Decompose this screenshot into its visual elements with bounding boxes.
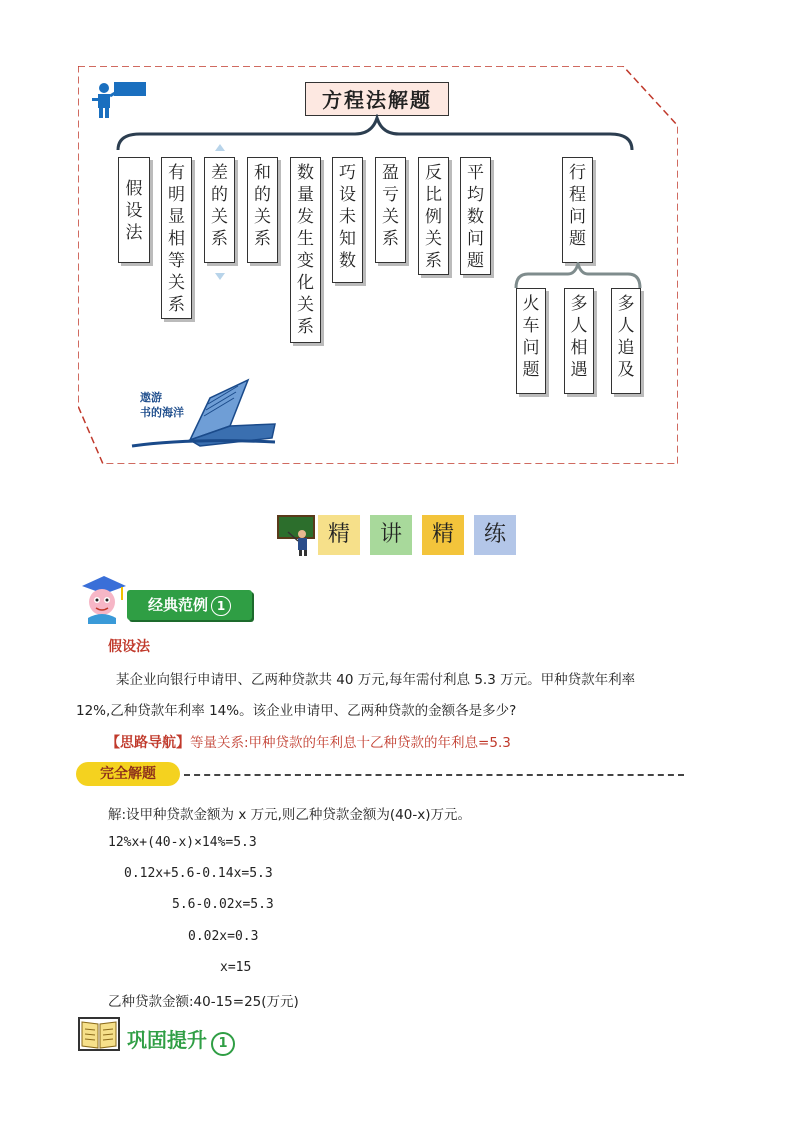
sub-branch-box: 多 人 追 及 — [611, 288, 641, 394]
solution-line: 解:设甲种贷款金额为 x 万元,则乙种贷款金额为(40-x)万元。 — [108, 807, 471, 823]
branch-box: 行 程 问 题 — [562, 157, 593, 263]
section-tile-4: 练 — [474, 515, 516, 555]
branch-box: 有 明 显 相 等 关 系 — [161, 157, 192, 319]
sub-branch-box: 火 车 问 题 — [516, 288, 546, 394]
example-badge-text: 经典范例 — [147, 596, 208, 614]
sub-branch-box: 多 人 相 遇 — [564, 288, 594, 394]
consolidate-number: 1 — [211, 1032, 235, 1056]
solution-line: 12%x+(40-x)×14%=5.3 — [108, 835, 257, 850]
solution-badge: 完全解题 — [76, 762, 180, 786]
example-badge — [127, 590, 252, 620]
branch-box: 平 均 数 问 题 — [460, 157, 491, 275]
section-tile-2: 讲 — [370, 515, 412, 555]
down-arrow-icon — [214, 272, 226, 282]
branch-box: 盈 亏 关 系 — [375, 157, 406, 263]
book-text-line2: 书的海洋 — [140, 406, 184, 419]
mindmap-title: 方程法解题 — [305, 82, 449, 116]
solution-line: x=15 — [220, 960, 252, 975]
method-title: 假设法 — [108, 639, 150, 655]
consolidate-title — [127, 1024, 235, 1056]
section-tile-1: 精 — [318, 515, 360, 555]
hint-label: 【思路导航】 — [106, 735, 190, 751]
solution-line: 乙种贷款金额:40-15=25(万元) — [108, 994, 299, 1010]
cartoon-student-icon — [74, 572, 130, 624]
teacher-board-icon — [276, 514, 316, 556]
branch-box: 巧 设 未 知 数 — [332, 157, 363, 283]
solution-line: 5.6-0.02x=5.3 — [172, 897, 274, 912]
book-text-line1: 遨游 — [140, 391, 162, 404]
section-tile-3: 精 — [422, 515, 464, 555]
branch-box: 假 设 法 — [118, 157, 150, 263]
branch-box: 数 量 发 生 变 化 关 系 — [290, 157, 321, 343]
hint-text: 等量关系:甲种贷款的年利息十乙种贷款的年利息=5.3 — [190, 735, 511, 751]
open-book-icon — [78, 1016, 120, 1052]
example-badge-number: 1 — [211, 596, 231, 616]
up-arrow-icon — [214, 142, 226, 152]
branch-box: 反 比 例 关 系 — [418, 157, 449, 275]
problem-line-1: 某企业向银行申请甲、乙两种贷款共 40 万元,每年需付利息 5.3 万元。甲种贷款年利率 — [116, 672, 636, 688]
solution-line: 0.02x=0.3 — [188, 929, 259, 944]
solution-divider — [184, 774, 684, 776]
branch-box: 差 的 关 系 — [204, 157, 235, 263]
branch-box: 和 的 关 系 — [247, 157, 278, 263]
solution-line: 0.12x+5.6-0.14x=5.3 — [124, 866, 273, 881]
consolidate-title-text: 巩固提升 — [127, 1028, 207, 1052]
problem-line-2: 12%,乙种贷款年利率 14%。该企业申请甲、乙两种贷款的金额各是多少? — [76, 703, 517, 719]
mindmap-brace — [110, 114, 640, 154]
